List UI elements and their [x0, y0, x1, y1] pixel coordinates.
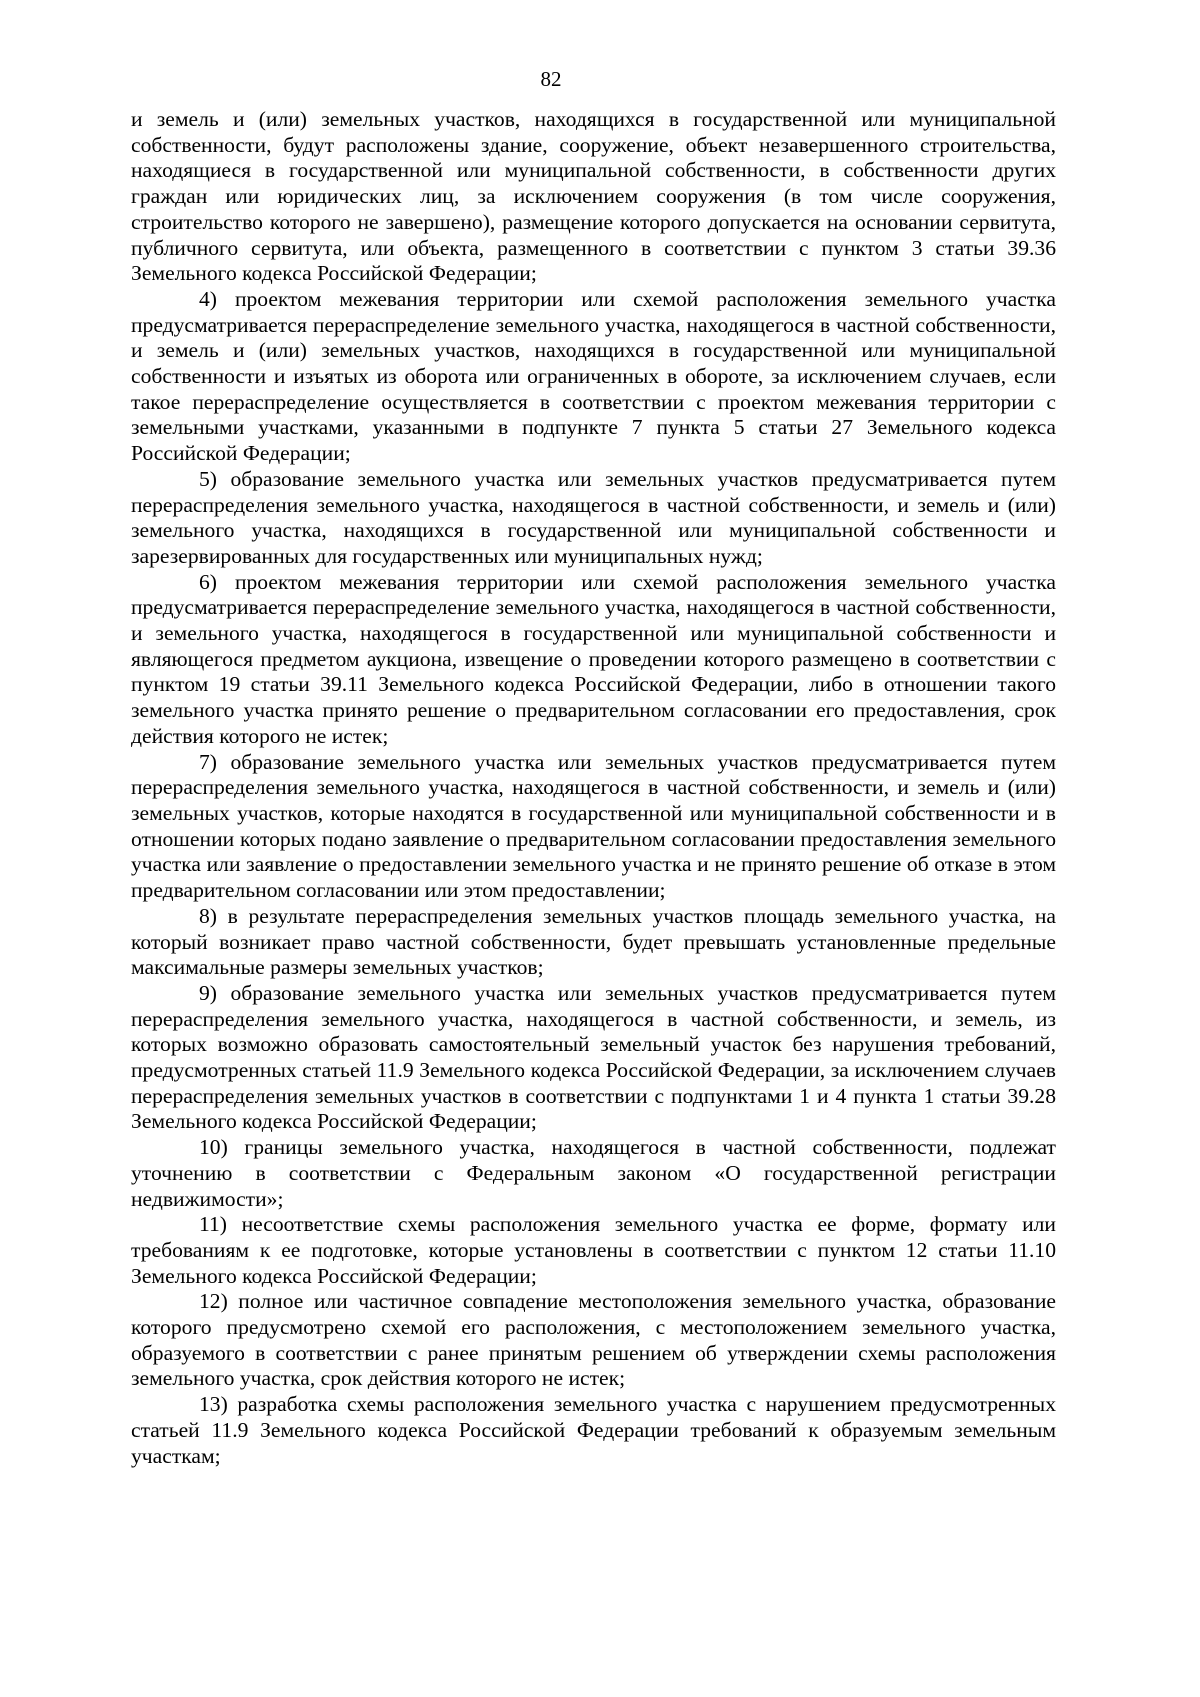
- paragraph-item-9: 9) образование земельного участка или земельных участков предусматривается путем перераспределения земельного участка, находящегося в частной собственности, и земель, из которых возможно образовать самостоятельный земельный участок без нарушения требований, предусмотренных статьей 11.9 Земельного кодекса Российской Федерации, за исключением случаев перераспределения земельных участков в соответствии с подпунктами 1 и 4 пункта 1 статьи 39.28 Земельного кодекса Российской Федерации;: [131, 980, 1056, 1134]
- paragraph-item-5: 5) образование земельного участка или земельных участков предусматривается путем перераспределения земельного участка, находящегося в частной собственности, и земель и (или) земельного участка, находящихся в государственной или муниципальной собственности и зарезервированных для государственных или муниципальных нужд;: [131, 466, 1056, 568]
- paragraph-item-6: 6) проектом межевания территории или схемой расположения земельного участка предусматривается перераспределение земельного участка, находящегося в частной собственности, и земельного участка, находящегося в государственной или муниципальной собственности и являющегося предметом аукциона, извещение о проведении которого размещено в соответствии с пунктом 19 статьи 39.11 Земельного кодекса Российской Федерации, либо в отношении такого земельного участка принято решение о предварительном согласовании его предоставления, срок действия которого не истек;: [131, 569, 1056, 748]
- paragraph-item-4: 4) проектом межевания территории или схемой расположения земельного участка предусматривается перераспределение земельного участка, находящегося в частной собственности, и земель и (или) земельных участков, находящихся в государственной или муниципальной собственности и изъятых из оборота или ограниченных в обороте, за исключением случаев, если такое перераспределение осуществляется в соответствии с проектом межевания территории с земельными участками, указанными в подпункте 7 пункта 5 статьи 27 Земельного кодекса Российской Федерации;: [131, 286, 1056, 466]
- document-body: [131, 107, 1056, 1469]
- paragraph-item-10: 10) границы земельного участка, находящегося в частной собственности, подлежат уточнению в соответствии с Федеральным законом «О государственной регистрации недвижимости»;: [131, 1135, 1056, 1211]
- paragraph-item-7: 7) образование земельного участка или земельных участков предусматривается путем перераспределения земельного участка, находящегося в частной собственности, и земель и (или) земельных участков, которые находятся в государственной или муниципальной собственности и в отношении которых подано заявление о предварительном согласовании предоставления земельного участка или заявление о предоставлении земельного участка и не принято решение об отказе в этом предварительном согласовании или этом предоставлении;: [131, 749, 1056, 903]
- paragraph-continuation: и земель и (или) земельных участков, находящихся в государственной или муниципальной собственности, будут расположены здание, сооружение, объект незавершенного строительства, находящиеся в государственной или муниципальной собственности, в собственности других граждан или юридических лиц, за исключением сооружения (в том числе сооружения, строительство которого не завершено), размещение которого допускается на основании сервитута, публичного сервитута, или объекта, размещенного в соответствии с пунктом 3 статьи 39.36 Земельного кодекса Российской Федерации;: [131, 107, 1056, 286]
- page-number: 82: [540, 67, 562, 91]
- paragraph-item-11: 11) несоответствие схемы расположения земельного участка ее форме, формату или требованиям к ее подготовке, которые установлены в соответствии с пунктом 12 статьи 11.10 Земельного кодекса Российской Федерации;: [131, 1212, 1056, 1288]
- paragraph-item-13: 13) разработка схемы расположения земельного участка с нарушением предусмотренных статьей 11.9 Земельного кодекса Российской Федерации требований к образуемым земельным участкам;: [131, 1392, 1056, 1468]
- paragraph-item-12: 12) полное или частичное совпадение местоположения земельного участка, образование которого предусмотрено схемой его расположения, с местоположением земельного участка, образуемого в соответствии с ранее принятым решением об утверждении схемы расположения земельного участка, срок действия которого не истек;: [131, 1289, 1056, 1391]
- paragraph-item-8: 8) в результате перераспределения земельных участков площадь земельного участка, на который возникает право частной собственности, будет превышать установленные предельные максимальные размеры земельных участков;: [131, 903, 1056, 980]
